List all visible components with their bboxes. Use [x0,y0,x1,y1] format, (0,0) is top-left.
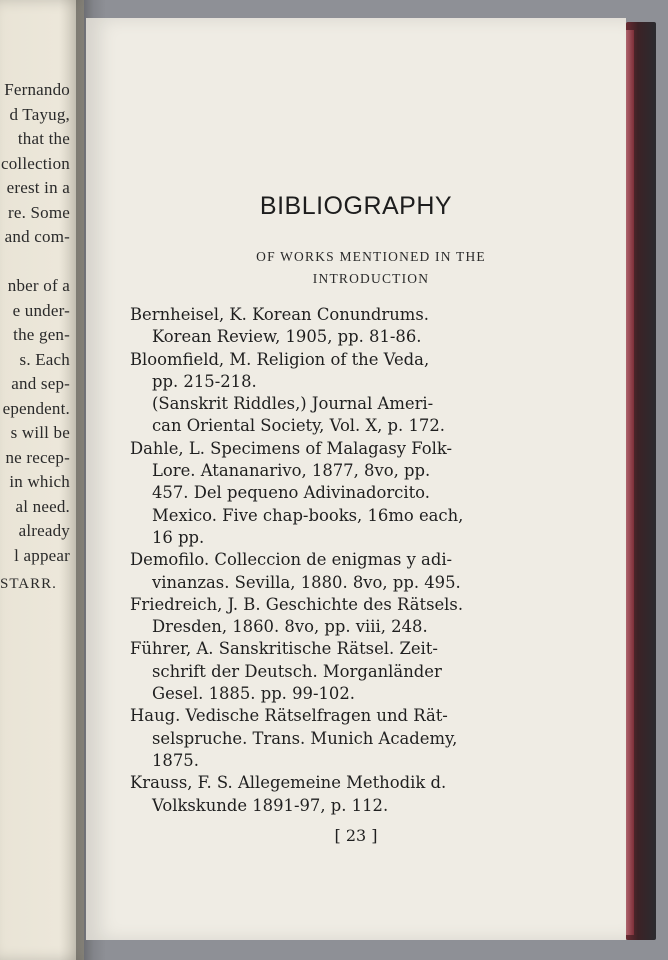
left-page-line: s. Each [19,349,70,369]
bibliography-entry-line: Bloomfield, M. Religion of the Veda, [130,349,430,369]
bibliography-entry-line: Korean Review, 1905, pp. 81-86. [152,327,422,347]
left-page-line: ne recep- [5,447,70,467]
left-page-line: s will be [10,423,70,442]
left-page-line: ependent. [2,398,70,418]
bibliography-entry [130,304,530,349]
left-page-line: and sep- [11,374,70,393]
bibliography-entry-line: Lore. Atananarivo, 1877, 8vo, pp. [152,461,431,481]
bibliography-entry-line: Führer, A. Sanskritische Rätsel. Zeit- [130,639,438,659]
left-page-line: in which [9,472,70,491]
right-page [86,18,626,940]
left-page-line: collection [0,153,70,173]
subtitle-line-2: INTRODUCTION [312,271,430,286]
left-page-text [0,78,84,568]
page-number: [ 23 ] [334,826,378,845]
page-subtitle [156,246,586,290]
bibliography-entry-line: Gesel. 1885. pp. 99-102. [152,684,355,704]
bibliography-entry [130,772,530,817]
bibliography-entry-line: 16 pp. [152,527,205,547]
left-page-signature: STARR. [0,576,57,592]
page-title: BIBLIOGRAPHY [259,192,453,220]
left-page-line [0,250,84,275]
bibliography-entry-line: schrift der Deutsch. Morganländer [152,661,442,681]
bibliography-entry [130,638,530,705]
left-page [0,0,84,960]
bibliography-entry-line: Haug. Vedische Rätselfragen und Rät- [130,706,448,726]
bibliography-list [130,304,530,817]
bibliography-entry [130,349,530,438]
bibliography-entry-line: Krauss, F. S. Allegemeine Methodik d. [130,773,447,793]
bibliography-entry-line: Demofilo. Colleccion de enigmas y adi- [130,550,453,570]
bibliography-entry-line: Friedreich, J. B. Geschichte des Rätsels. [130,594,464,614]
bibliography-entry-line: 1875. [152,750,199,770]
left-page-line: already [18,521,70,540]
left-page-line: the gen- [13,325,70,344]
bibliography-entry-line: Mexico. Five chap-books, 16mo each, [152,505,464,525]
left-page-line: re. Some [7,202,70,222]
bibliography-entry [130,438,530,549]
bibliography-entry-line: pp. 215-218. [152,371,257,391]
bibliography-entry [130,549,530,594]
left-page-line: erest in a [6,178,70,197]
left-page-line: and com- [4,227,70,246]
left-page-line: l appear [14,545,70,565]
bibliography-entry-line: (Sanskrit Riddles,) Journal Ameri- [152,394,434,414]
bibliography-entry-line: vinanzas. Sevilla, 1880. 8vo, pp. 495. [152,572,461,592]
bibliography-entry-line: Bernheisel, K. Korean Conundrums. [130,305,429,324]
bibliography-entry [130,705,530,772]
bibliography-entry-line: selspruche. Trans. Munich Academy, [152,728,458,748]
left-page-line: nber of a [7,276,70,295]
bibliography-entry-line: Volkskunde 1891-97, p. 112. [152,795,389,815]
bibliography-entry [130,594,530,639]
bibliography-entry-line: Dahle, L. Specimens of Malagasy Folk- [130,438,453,458]
left-page-line: Fernando [4,80,70,99]
left-page-line: d Tayug, [9,104,70,124]
subtitle-line-1: OF WORKS MENTIONED IN THE [256,249,486,264]
bibliography-entry-line: can Oriental Society, Vol. X, p. 172. [152,416,445,436]
bibliography-entry-line: Dresden, 1860. 8vo, pp. viii, 248. [152,617,428,637]
bibliography-entry-line: 457. Del pequeno Adivinadorcito. [152,483,430,503]
left-page-line: al need. [15,496,70,516]
left-page-line: e under- [12,300,70,320]
left-page-line: that the [17,129,70,148]
